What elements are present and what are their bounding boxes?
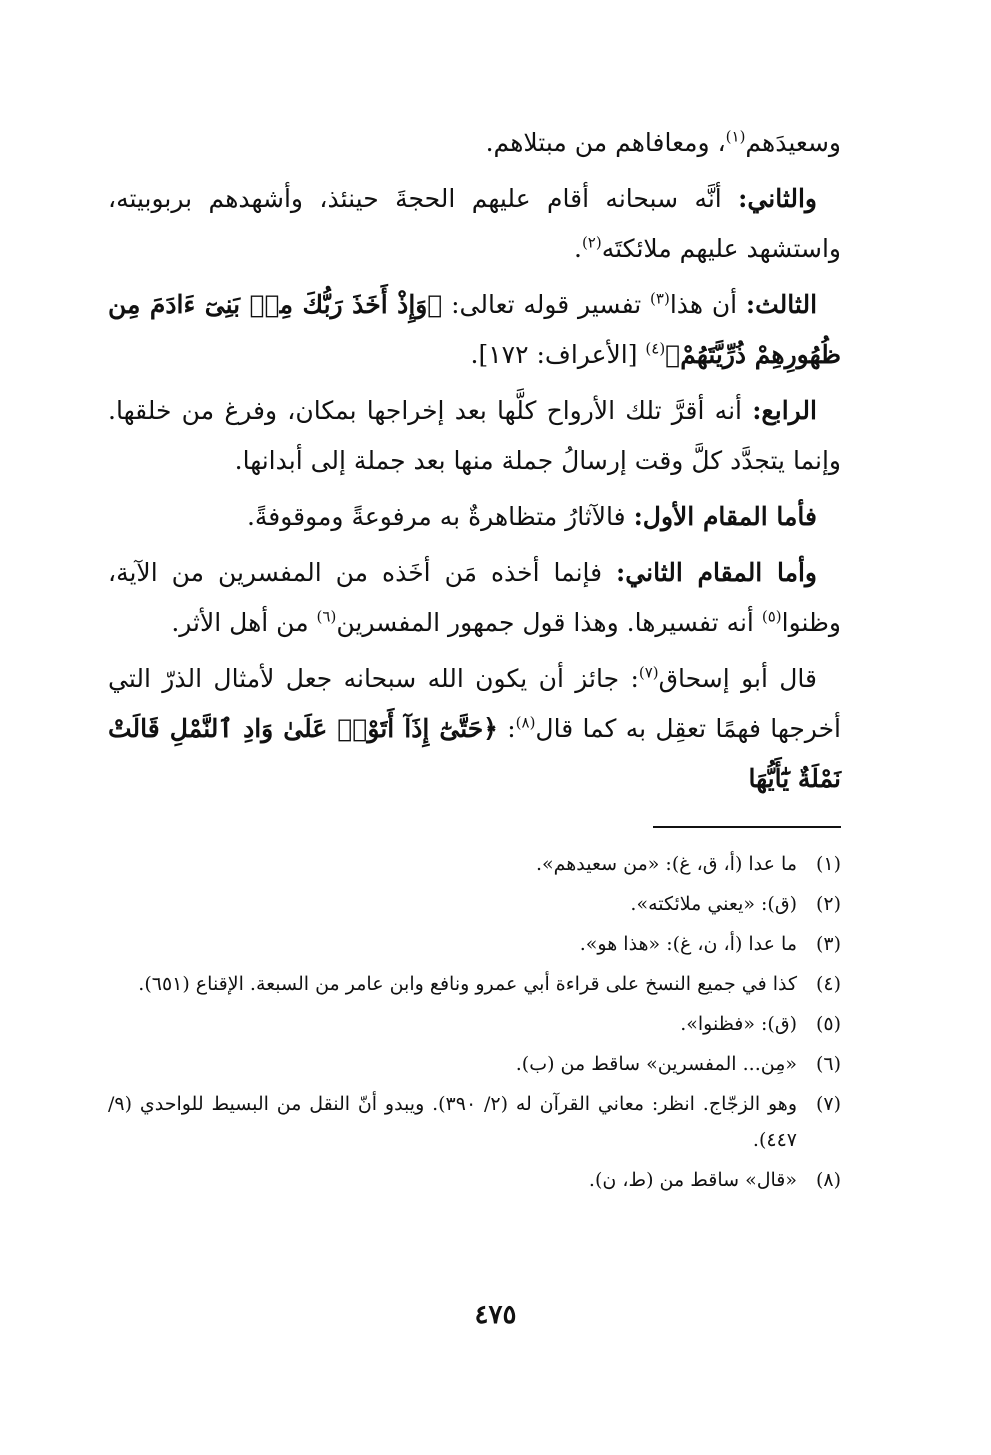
section-heading: فأما المقام الأول:: [633, 502, 817, 531]
footnote-marker: (٢): [581, 233, 602, 252]
footnote-number: (٨): [815, 1169, 841, 1191]
footnote: [108, 1046, 841, 1082]
footnote-marker: (١): [725, 127, 746, 146]
paragraph: [108, 654, 841, 804]
text-segment: وسعيدَهم: [745, 128, 841, 157]
footnote-marker: (٣): [650, 289, 670, 308]
footnote: [108, 1006, 841, 1042]
main-text: [108, 118, 841, 810]
text-segment: أنه أقرَّ تلك الأرواح كلَّها بعد إخراجها بمكان، وفرغ من خلقها. وإنما يتجدَّد كلَّ وقت إرسالُ جملة منها بعد جملة إلى أبدانها.: [108, 396, 841, 475]
footnote: [108, 1162, 841, 1198]
footnote-number: (١): [815, 853, 841, 875]
text-segment: أن هذا: [669, 290, 746, 319]
text-segment: قال أبو إسحاق: [658, 664, 817, 693]
footnote-text: (ق): «يعني ملائكته».: [630, 893, 797, 915]
footnote: [108, 966, 841, 1002]
footnote-text: «قال» ساقط من (ط، ن).: [588, 1169, 797, 1191]
footnote: [108, 1086, 841, 1158]
text-segment: فالآثارُ متظاهرةٌ به مرفوعةً وموقوفةً.: [246, 502, 634, 531]
text-segment: أنَّه سبحانه أقام عليهم الحجةَ حينئذ، وأشهدهم بربوبيته، واستشهد عليهم ملائكتَه: [108, 184, 841, 263]
footnote-number: (٣): [815, 933, 841, 955]
quran-verse: ﴿وَإِذْ أَخَذَ رَبُّكَ مِنۢ بَنِىٓ ءَادَمَ مِن ظُهُورِهِمْ ذُرِّيَّتَهُمْ﴾: [108, 290, 841, 369]
text-segment: [الأعراف: ١٧٢].: [470, 340, 646, 369]
paragraph: [108, 548, 841, 648]
footnote-text: «مِن... المفسرين» ساقط من (ب).: [515, 1053, 797, 1075]
page-number: ٤٧٥: [474, 1300, 517, 1330]
text-segment: : جائز أن يكون الله سبحانه جعل لأمثال الذرّ التي أخرجها فهمًا تعقِل به كما قال: [108, 664, 842, 743]
text-segment: :: [497, 714, 516, 743]
footnote: [108, 846, 841, 882]
paragraph: [108, 118, 841, 168]
footnote-number: (٤): [815, 973, 841, 995]
footnote-marker: (٦): [316, 607, 337, 626]
text-segment: أنه تفسيرها. وهذا قول جمهور المفسرين: [336, 608, 762, 637]
paragraph: [108, 280, 841, 380]
footnote-number: (٥): [815, 1013, 841, 1035]
footnote-text: ما عدا (أ، ن، غ): «هذا هو».: [579, 933, 797, 955]
footnote-number: (٦): [815, 1053, 841, 1075]
footnote-separator: [653, 826, 841, 828]
footnote: [108, 926, 841, 962]
text-segment: من أهل الأثر.: [171, 608, 317, 637]
footnote-text: كذا في جميع النسخ على قراءة أبي عمرو ونافع وابن عامر من السبعة. الإقناع (٦٥١).: [138, 973, 797, 995]
footnote-text: ما عدا (أ، ق، غ): «من سعيدهم».: [535, 853, 797, 875]
paragraph: [108, 174, 841, 274]
section-heading: الثالث:: [745, 290, 818, 319]
section-heading: الرابع:: [752, 396, 817, 425]
quran-verse: ﴿حَتَّىٰٓ إِذَآ أَتَوْا۟ عَلَىٰ وَادِ ٱلنَّمْلِ قَالَتْ نَمْلَةٌ يَٰٓأَيُّهَا: [108, 714, 841, 793]
section-heading: وأما المقام الثاني:: [616, 558, 817, 587]
footnote-marker: (٤): [645, 339, 666, 358]
footnote-text: (ق): «فظنوا».: [680, 1013, 797, 1035]
text-segment: فإنما أخذه مَن أخَذه من المفسرين من الآية، وظنوا: [108, 558, 841, 637]
text-segment: ، ومعافاهم من مبتلاهم.: [485, 128, 726, 157]
footnote-marker: (٥): [761, 607, 782, 626]
text-segment: .: [573, 234, 582, 263]
footnotes: [108, 846, 841, 1202]
paragraph: [108, 386, 841, 486]
footnote-number: (٢): [815, 893, 841, 915]
text-segment: تفسير قوله تعالى:: [442, 290, 651, 319]
paragraph: [108, 492, 841, 542]
footnote-marker: (٨): [515, 713, 536, 732]
footnote-number: (٧): [815, 1093, 841, 1115]
footnote: [108, 886, 841, 922]
section-heading: والثاني:: [738, 184, 817, 213]
footnote-text: وهو الزجّاج. انظر: معاني القرآن له (٢/ ٣٩٠). ويبدو أنّ النقل من البسيط للواحدي (٩/ ٤٤٧).: [108, 1093, 797, 1151]
footnote-marker: (٧): [638, 663, 659, 682]
